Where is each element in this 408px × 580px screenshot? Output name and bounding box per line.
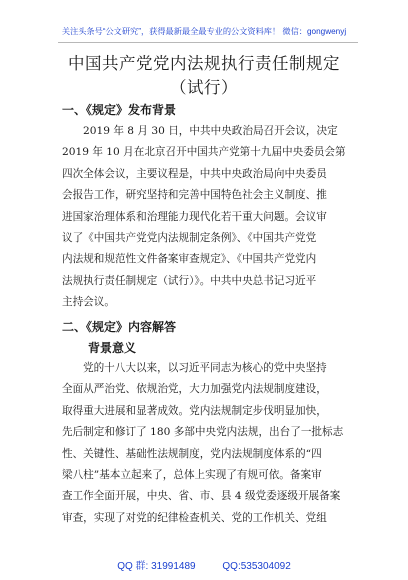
footer-qq-group: QQ 群: 31991489 — [117, 561, 196, 572]
paragraph-line: 2019 年 8 月 30 日，中共中央政治局召开会议，决定 — [83, 125, 338, 137]
section-2-paragraph — [62, 358, 344, 529]
title-line-1: 中国共产党党内法规执行责任制规定 — [68, 54, 340, 73]
document-title — [0, 52, 408, 100]
paragraph-line: 性、关键性、基础性法规制度，党内法规制度体系的“四 — [62, 447, 322, 460]
title-line-2: （试行） — [170, 78, 238, 97]
header-banner: 关注头条号“公文研究”，获得最新最全最专业的公文资料库！ 微信：gongwenyj — [61, 27, 347, 36]
paragraph-line: 主持会议。 — [62, 296, 115, 309]
paragraph-line: 审查，实现了对党的纪律检查机关、党的工作机关、党组 — [62, 511, 327, 524]
paragraph-line: 取得重大进展和显著成效。党内法规制定步伐明显加快， — [62, 404, 327, 417]
paragraph-line: 进国家治理体系和治理能力现代化若干重大问题。会议审 — [62, 210, 327, 223]
paragraph-line: 法规执行责任制规定（试行）》。中共中央总书记习近平 — [62, 274, 317, 287]
paragraph-line: 梁八柱”基本立起来了，总体上实现了有规可依。备案审 — [62, 469, 322, 482]
footer-contact — [0, 557, 408, 572]
paragraph-line: 议了《中国共产党党内法规制定条例》、《中国共产党党 — [62, 232, 317, 245]
paragraph-line: 会报告工作，研究坚持和完善中国特色社会主义制度、推 — [62, 189, 327, 202]
paragraph-line: 2019 年 10 月在北京召开中国共产党第十九届中央委员会第 — [62, 146, 346, 159]
paragraph-line: 党的十八大以来，以习近平同志为核心的党中央坚持 — [83, 362, 327, 374]
section-2-subheading: 背景意义 — [88, 341, 137, 355]
paragraph-line: 先后制定和修订了 180 多部中央党内法规，出台了一批标志 — [62, 426, 344, 439]
section-2-heading: 二、《规定》内容解答 — [62, 320, 177, 334]
paragraph-line: 四次全体会议，主要议程是，中共中央政治局向中央委员 — [62, 167, 327, 180]
paragraph-line: 全面从严治党、依规治党，大力加强党内法规制度建设， — [62, 383, 327, 396]
paragraph-line: 查工作全面开展，中央、省、市、县 4 级党委逐级开展备案 — [62, 490, 341, 503]
section-1-paragraph — [62, 121, 344, 314]
paragraph-line: 内法规和规范性文件备案审查规定》、《中国共产党党内 — [62, 253, 317, 266]
section-1-heading: 一、《规定》发布背景 — [62, 103, 177, 117]
header-divider — [58, 42, 358, 43]
footer-qq-number: QQ:535304092 — [222, 561, 291, 572]
